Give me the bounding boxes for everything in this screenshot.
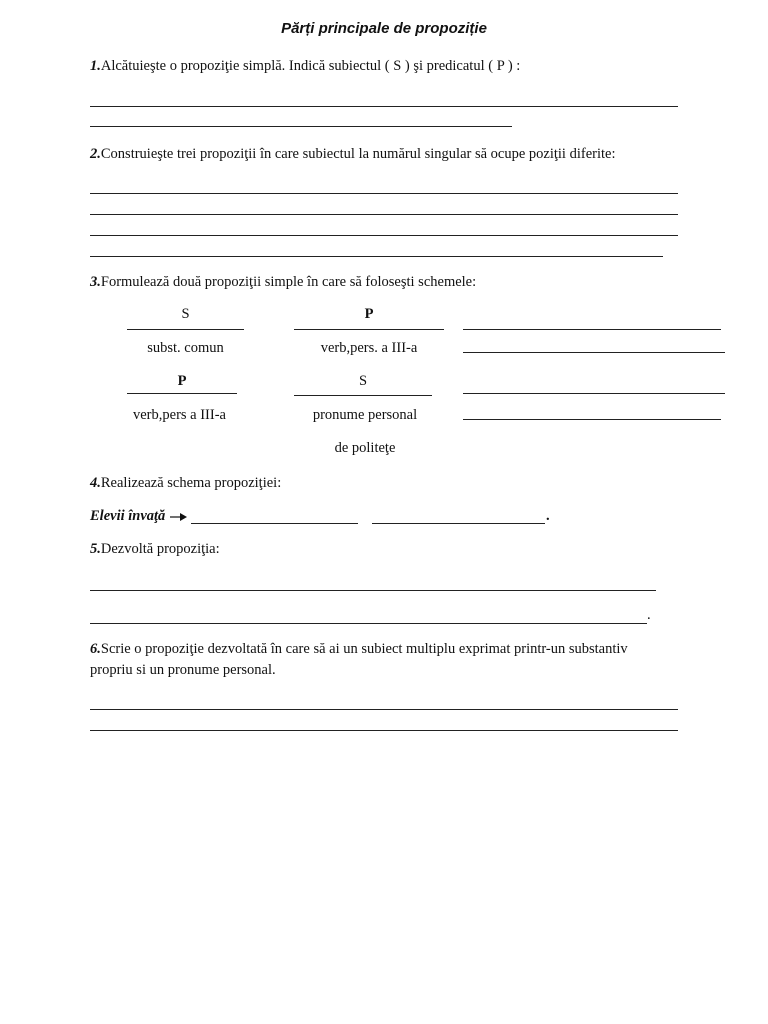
answer-line[interactable] — [90, 623, 647, 624]
task-6-number: 6. — [90, 641, 101, 657]
answer-line[interactable] — [463, 419, 721, 420]
task-3 — [90, 274, 476, 291]
scheme-label: de politeţe — [334, 440, 396, 456]
task-4-sentence: Elevii învaţă — [90, 508, 166, 524]
task-3-text: Formulează două propoziţii simple în care să foloseşti schemele: — [100, 274, 477, 290]
task-6-text-continued: propriu si un pronume personal. — [90, 662, 276, 678]
scheme-label: pronume personal — [312, 407, 418, 423]
sentence-period: . — [647, 607, 651, 623]
answer-line[interactable] — [90, 730, 678, 731]
answer-line[interactable] — [372, 523, 545, 524]
answer-line[interactable] — [90, 709, 678, 710]
scheme-symbol-predicate: P — [364, 306, 374, 322]
task-2-number: 2. — [90, 146, 101, 162]
answer-line[interactable] — [191, 523, 358, 524]
scheme-symbol-subject: S — [181, 306, 190, 322]
task-1-number: 1. — [90, 58, 101, 74]
scheme-symbol-subject: S — [358, 373, 368, 389]
answer-line[interactable] — [90, 590, 656, 591]
scheme-label: verb,pers. a III-a — [320, 340, 418, 356]
task-5 — [90, 541, 220, 558]
answer-line[interactable] — [90, 193, 678, 194]
sentence-period: . — [546, 508, 550, 524]
worksheet-title: Părți principale de propoziție — [281, 20, 487, 37]
answer-line[interactable] — [463, 352, 725, 353]
task-6-text: Scrie o propoziţie dezvoltată în care să ai un subiect multiplu exprimat printr-un substantiv — [100, 641, 628, 657]
answer-line[interactable] — [463, 329, 721, 330]
task-5-text: Dezvoltă propoziţia: — [100, 541, 220, 557]
scheme-line — [127, 329, 244, 330]
task-4-number: 4. — [90, 475, 101, 491]
answer-line[interactable] — [90, 214, 678, 215]
task-1 — [90, 58, 520, 75]
task-2-text: Construieşte trei propoziţii în care subiectul la numărul singular să ocupe poziţii diferite: — [100, 146, 616, 162]
arrow-right-icon — [170, 510, 188, 524]
scheme-line — [127, 393, 237, 394]
scheme-line — [294, 329, 444, 330]
answer-line[interactable] — [90, 235, 678, 236]
answer-line[interactable] — [90, 256, 663, 257]
answer-line[interactable] — [463, 393, 725, 394]
task-4-text: Realizează schema propoziţiei: — [100, 475, 282, 491]
task-2 — [90, 146, 615, 163]
scheme-line — [294, 395, 432, 396]
scheme-label: subst. comun — [147, 340, 224, 356]
answer-line[interactable] — [90, 126, 512, 127]
scheme-label: verb,pers a III-a — [133, 407, 226, 423]
scheme-symbol-predicate: P — [177, 373, 187, 389]
task-5-number: 5. — [90, 541, 101, 557]
answer-line[interactable] — [90, 106, 678, 107]
task-3-number: 3. — [90, 274, 101, 290]
task-4 — [90, 475, 281, 492]
task-6 — [90, 641, 628, 658]
task-1-text: Alcătuieşte o propoziţie simplă. Indică subiectul ( S ) şi predicatul ( P ) : — [100, 58, 521, 74]
